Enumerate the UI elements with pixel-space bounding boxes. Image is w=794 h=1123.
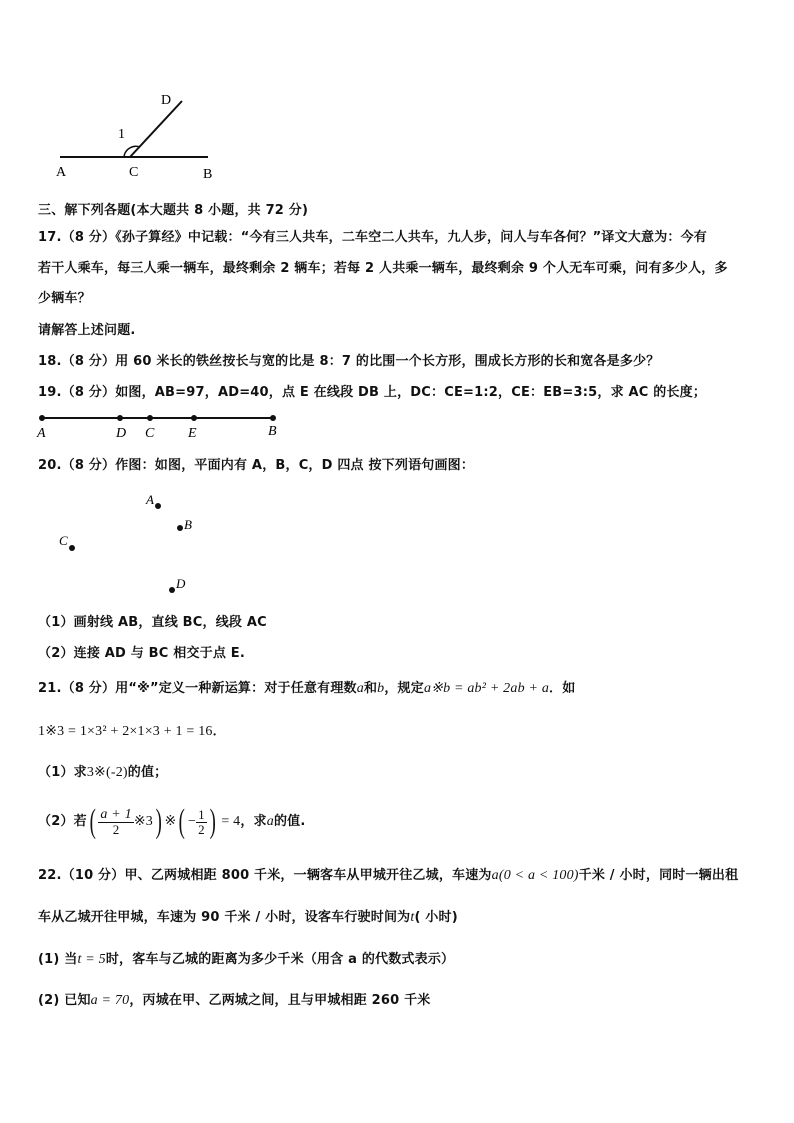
q17-line2: 若干人乘车，每三人乘一辆车，最终剩余 2 辆车；若每 2 人共乘一辆车，最终剩余 9 个人无车可乘，问有多少人，多 <box>38 261 728 276</box>
q22-line2-suffix: ( 小时) <box>414 910 458 925</box>
label-d: D <box>176 576 186 591</box>
q22-line2-prefix: 车从乙城开往甲城，车速为 90 千米 / 小时，设客车行驶时间为 <box>38 910 411 925</box>
q22-line1-suffix: 千米 / 小时，同时一辆出租 <box>578 868 739 883</box>
point-c <box>147 415 153 421</box>
sub2-eq: = 4 <box>221 814 241 829</box>
sub2-var: a <box>266 814 274 829</box>
label-a: A <box>146 492 154 507</box>
q22-sub2-suffix: ，丙城在甲、乙两城之间，且与甲城相距 260 千米 <box>129 993 431 1008</box>
label-1: 1 <box>118 127 125 142</box>
and-text: 和 <box>363 681 378 696</box>
q22-sub1 <box>38 951 454 969</box>
half-den: 2 <box>198 821 205 837</box>
frac-den: 2 <box>112 821 120 837</box>
sub1-suffix: 的值； <box>127 765 168 780</box>
label-b: B <box>203 167 213 182</box>
q21-sub1 <box>38 764 167 782</box>
q21-sub2: （2）若 ( $\frac{a + 1}{2}$ ※3 ) ※ ( − $\frac{1}{2}$ ) = 4 ，求 a 的值. <box>38 803 306 840</box>
q19-text: 19.（8 分）如图，AB=97，AD=40，点 E 在线段 DB 上，DC：CE=1:2，CE：EB=3:5，求 AC 的长度； <box>38 385 707 400</box>
fraction-half <box>196 808 207 837</box>
q22-sub1-suffix: 时，客车与乙城的距离为多少千米（用含 a 的代数式表示） <box>105 952 455 967</box>
q19-segment-figure <box>30 408 290 442</box>
point-d <box>117 415 123 421</box>
example-end: ． <box>212 724 226 739</box>
q22-sub2-expr: a = 70 <box>90 993 130 1008</box>
q21-example <box>38 723 226 741</box>
q22-sub2 <box>38 992 431 1010</box>
point-d <box>169 587 175 593</box>
sub1-prefix: （1）求 <box>38 765 87 780</box>
label-a: A <box>56 165 67 180</box>
section-heading: 三、解下列各题(本大题共 8 小题，共 72 分) <box>38 203 309 218</box>
angle-figure <box>40 85 240 185</box>
q17-line1: 17.（8 分）《孙子算经》中记载：“今有三人共车，二车空二人共车，九人步，问人与车各何？”译文大意为：今有 <box>38 230 707 245</box>
q22-line2 <box>38 909 458 927</box>
q20-text: 20.（8 分）作图：如图，平面内有 A，B，C，D 四点 按下列语句画图： <box>38 458 475 473</box>
point-c <box>69 545 75 551</box>
label-a: A <box>37 426 46 441</box>
var-a: a <box>356 681 364 696</box>
rule-suffix: ．如 <box>549 681 576 696</box>
q22-sub2-prefix: (2) 已知 <box>38 993 91 1008</box>
rule-formula: a※b = ab² + 2ab + a <box>423 681 550 696</box>
q22-line2-var: t <box>410 910 415 925</box>
sub2-mid: ※3 <box>133 814 153 829</box>
label-c: C <box>129 165 139 180</box>
sub2-prefix: （2）若 <box>38 814 87 829</box>
point-a <box>155 503 161 509</box>
point-b <box>177 525 183 531</box>
example-formula: 1※3 = 1×3² + 2×1×3 + 1 = 16 <box>38 724 213 739</box>
frac-num: a + 1 <box>100 806 132 822</box>
label-d: D <box>116 426 127 441</box>
sub1-expr: 3※(-2) <box>86 765 128 780</box>
point-e <box>191 415 197 421</box>
q17-line3: 少辆车？ <box>38 291 91 306</box>
q18-text: 18.（8 分）用 60 米长的铁丝按长与宽的比是 8：7 的比围一个长方形，围成长方形的长和宽各是多少？ <box>38 354 660 369</box>
fraction-a-plus-1 <box>98 808 133 837</box>
sub2-end: 的值. <box>273 814 306 829</box>
q20-points-figure <box>50 485 210 600</box>
label-d: D <box>161 93 172 108</box>
q22-line1 <box>38 867 738 885</box>
q22-sub1-expr: t = 5 <box>77 952 106 967</box>
point-b <box>270 415 276 421</box>
q21-intro-text: 21.（8 分）用“※”定义一种新运算：对于任意有理数 <box>38 681 357 696</box>
rule-prefix: ，规定 <box>384 681 424 696</box>
q17-line4: 请解答上述问题. <box>38 323 136 338</box>
label-c: C <box>59 533 68 548</box>
q22-sub1-prefix: (1) 当 <box>38 952 78 967</box>
ray-cd <box>130 101 182 157</box>
label-e: E <box>188 426 197 441</box>
sub2-minus: − <box>187 814 197 829</box>
sub2-op: ※ <box>164 814 177 829</box>
q22-line1-prefix: 22.（10 分）甲、乙两城相距 800 千米，一辆客车从甲城开往乙城，车速为 <box>38 868 492 883</box>
q22-line1-expr: a(0 < a < 100) <box>491 868 579 883</box>
point-a <box>39 415 45 421</box>
label-c: C <box>145 426 155 441</box>
sub2-suffix: ，求 <box>240 814 267 829</box>
q20-sub2: （2）连接 AD 与 BC 相交于点 E. <box>38 646 245 661</box>
var-b: b <box>377 681 385 696</box>
label-b: B <box>184 517 192 532</box>
q20-sub1: （1）画射线 AB，直线 BC，线段 AC <box>38 615 267 630</box>
label-b: B <box>268 424 277 439</box>
half-num: 1 <box>198 806 205 822</box>
q21-intro <box>38 680 575 698</box>
